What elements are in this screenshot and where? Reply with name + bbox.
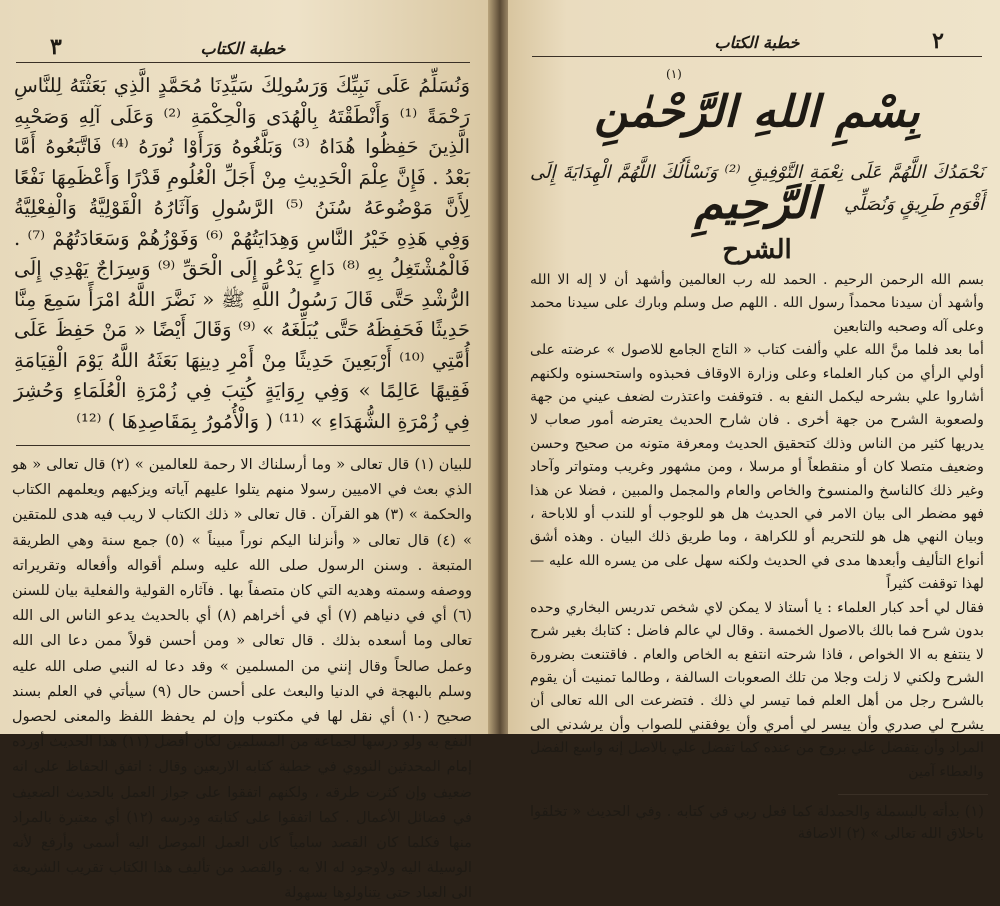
right-footnote: (١) بدأته بالبسملة والحمدلة كما فعل ربي في كتابه . وفي الحديث « تخلقوا باخلاق الله تعالى » (٢) الاضافة (530, 802, 984, 842)
left-page-header (16, 20, 470, 63)
intro-line: نَحْمَدُكَ اللَّهُمَّ عَلَى نِعْمَةِ التَّوْفِيقِ ⁽²⁾ وَنَسْأَلُكَ اللَّهُمَّ الْهِدَايَةَ إِلَى أَقْوَمِ طَرِيقٍ وَنُصَلِّي (530, 162, 984, 215)
left-page (0, 0, 492, 902)
left-page-number: ٣ (50, 34, 62, 60)
right-footnote-divider (838, 794, 988, 795)
section-title: الشرح (722, 235, 792, 265)
left-footnote-divider (16, 445, 470, 446)
right-main-text (530, 269, 984, 784)
paragraph: بسم الله الرحمن الرحيم . الحمد لله رب العالمين وأشهد أن لا إله الا الله وأشهد أن سيدنا محمداً رسول الله . اللهم صل وسلم وبارك على سيدنا محمد وعلى آله وصحبه والتابعين (530, 272, 984, 335)
right-header-title: خطبة الكتاب (714, 33, 800, 52)
left-main-text: وَنُسَلِّمُ عَلَى نَبِيِّكَ وَرَسُولِكَ سَيِّدِنَا مُحَمَّدٍ الَّذِي بَعَثْتَهُ لِلنَّاسِ رَحْمَةً ⁽¹⁾ وَأَنْطَقْتَهُ بِالْهُدَى وَالْحِكْمَةِ ⁽²⁾ وَعَلَى آلِهِ وَصَحْبِهِ الَّذِينَ حَفِظُوا هُدَاهُ ⁽³⁾ وَبَلَّغُوهُ وَرَأَوْا نُورَهُ ⁽⁴⁾ فَاتَّبَعُوهُ أَمَّا بَعْدُ . فَإِنَّ عِلْمَ الْحَدِيثِ مِنْ أَجَلِّ الْعُلُومِ قَدْرًا وَأَعْظَمِهَا نَفْعًا لِأَنَّ مَوْضُوعَهُ سُنَنُ ⁽⁵⁾ الرَّسُولِ وَآثَارُهُ الْقَوْلِيَّةُ وَالْفِعْلِيَّةُ وَفِي هَذِهِ خَيْرُ النَّاسِ وَهِدَايَتُهُمْ ⁽⁶⁾ وَفَوْزُهُمْ وَسَعَادَتُهُمْ ⁽⁷⁾ . فَالْمُشْتَغِلُ بِهِ ⁽⁸⁾ دَاعٍ يَدْعُو إِلَى الْحَقِّ ⁽⁹⁾ وَسِرَاجٌ يَهْدِي إِلَى الرُّشْدِ حَتَّى قَالَ رَسُولُ اللَّهِ ﷺ « نَضَّرَ اللَّهُ امْرَأً سَمِعَ مِنَّا حَدِيثًا فَحَفِظَهُ حَتَّى يُبَلِّغَهُ » ⁽⁹⁾ وَقَالَ أَيْضًا « مَنْ حَفِظَ عَلَى أُمَّتِي ⁽¹⁰⁾ أَرْبَعِينَ حَدِيثًا مِنْ أَمْرِ دِينِهَا بَعَثَهُ اللَّهُ يَوْمَ الْقِيَامَةِ فَقِيهًا عَالِمًا » وَفِي رِوَايَةٍ كُتِبَ فِي زُمْرَةِ الْعُلَمَاءِ وَحُشِرَ فِي زُمْرَةِ الشُّهَدَاءِ » ⁽¹¹⁾ ( وَالْأُمُورُ بِمَقَاصِدِهَا ) ⁽¹²⁾ (14, 74, 471, 433)
right-page (508, 0, 1000, 842)
basmala-calligraphy: بِسْمِ اللهِ الرَّحْمٰنِ الرَّحِيمِ (594, 85, 920, 229)
left-footnotes: للبيان (١) قال تعالى « وما أرسلناك الا رحمة للعالمين » (٢) قال تعالى « هو الذي بعث في الاميين رسولا منهم يتلوا عليهم آياته ويزكيهم ويعلمهم الكتاب والحكمة » (٣) هو القرآن . قال تعالى « ذلك الكتاب لا ريب فيه هدى للمتقين » (٤) قال تعالى « وأنزلنا اليكم نوراً مبيناً » (٥) جمع سنة وهي الطريقة المتبعة . وسنن الرسول صلى الله عليه وسلم أقواله وأفعاله وتقريراته ووصفه وسمته وهديه التي كان متصفاً بها . فآثاره القولية والفعلية بيان للسنن (٦) أي في دنياهم (٧) أي في أخراهم (٨) أي بالحديث يدعو الناس الى الله تعالى وما أسعده بذلك . قال تعالى « ومن أحسن قولاً ممن دعا الى الله وعمل صالحاً وقال إنني من المسلمين » وقد دعا له النبي صلى الله عليه وسلم بالبهجة في الدنيا والبعث على أحسن حال (٩) سيأتي في العلم بسند صحيح (١٠) أي نقل لها في مكتوب وإن لم يحفظ اللفظ والمعنى لحصول النفع به ولو درسها لجماعة من المسلمين لكان أفضل (١١) هذا الحديث أورده إمام المحدثين النووي في خطبة كتابه الاربعين وقال : اتفق الحفاظ على انه ضعيف وإن كثرت طرقه ، ولكنهم اتفقوا على جواز العمل بالحديث الضعيف في فضائل الأعمال . كما اتفقوا على كتابته ودرسه (١٢) أي معتبرة بالمراد منها فكلما كان القصد سامياً كان العمل الموصل اليه أسمى وأرفع لأنه الوسيلة اليه ولاوجود له الا به . والقصد من تأليف هذا الكتاب تقريب الشريعة الى العباد حتى يتناولوها بسهولة (12, 456, 472, 902)
right-page-header (532, 6, 982, 57)
paragraph: أما بعد فلما منَّ الله علي وألفت كتاب « التاج الجامع للاصول » عرضته على أولي الرأي من كبار العلماء وعلى وزارة الاوقاف فحبذوه واستحسنوه ولكنهم أشاروا علي بشرحه ليكمل النفع به . فتوقفت واعتذرت لضعف عيني من جهة ولصعوبة الشرح من جهة أخرى . فان شارح الحديث يعترضه أمور صعاب لا يدريها كثير من الناس وذلك كتحقيق الحديث ومعرفة متونه من صحيح وحسن وضعيف متصلا كان أو منقطعاً أو مرسلا ، ومن مشهور وغريب ومتواتر وآحاد وغير ذلك كالناسخ والمنسوخ والخاص والعام والمجمل والمبين ، فضلا عن هذا فهو مضطر الى بيان الامر في الحديث هل هو للوجوب أو للندب أو للاباحة ، وبيان النهي هل هو للتحريم أو للكراهة ، وما طريق ذلك البيان . وهذه أشق أنواع التأليف وأبعدها مدى في الحديث ولكنه سهل على من يسره الله عليه — لهذا توقفت كثيراً (530, 342, 984, 593)
left-header-title: خطبة الكتاب (200, 39, 286, 58)
paragraph: فقال لي أحد كبار العلماء : يا أستاذ لا يمكن لاي شخص تدريس البخاري وحده بدون شرح فما بالك بالاصول الخمسة . وقال لي عالم فاضل : كتابك بغير شرح لا ينتفع به الا الخواص ، فاذا شرحته انتفع به الخاص والعام . فاقتنعت بضرورة الشرح ولكني لا زلت وجلا من تلك الصعوبات السالفة ، وطالما تمنيت أن يقوم بالشرح رجل من أهل العلم فما تيسر لي ذلك . فتضرعت الى الله تعالى أن يشرح لي صدري وأن ييسر لي أمري وأن يوفقني للصواب وأن يرشدني الى المراد وأن يتفضل علي بروح من عنده كما تفضل علي بالاصل إنه واسع الفضل والعطاء آمين (530, 599, 984, 780)
basmala-footnote-marker: (١) (666, 67, 682, 81)
right-page-number: ٢ (932, 28, 944, 54)
